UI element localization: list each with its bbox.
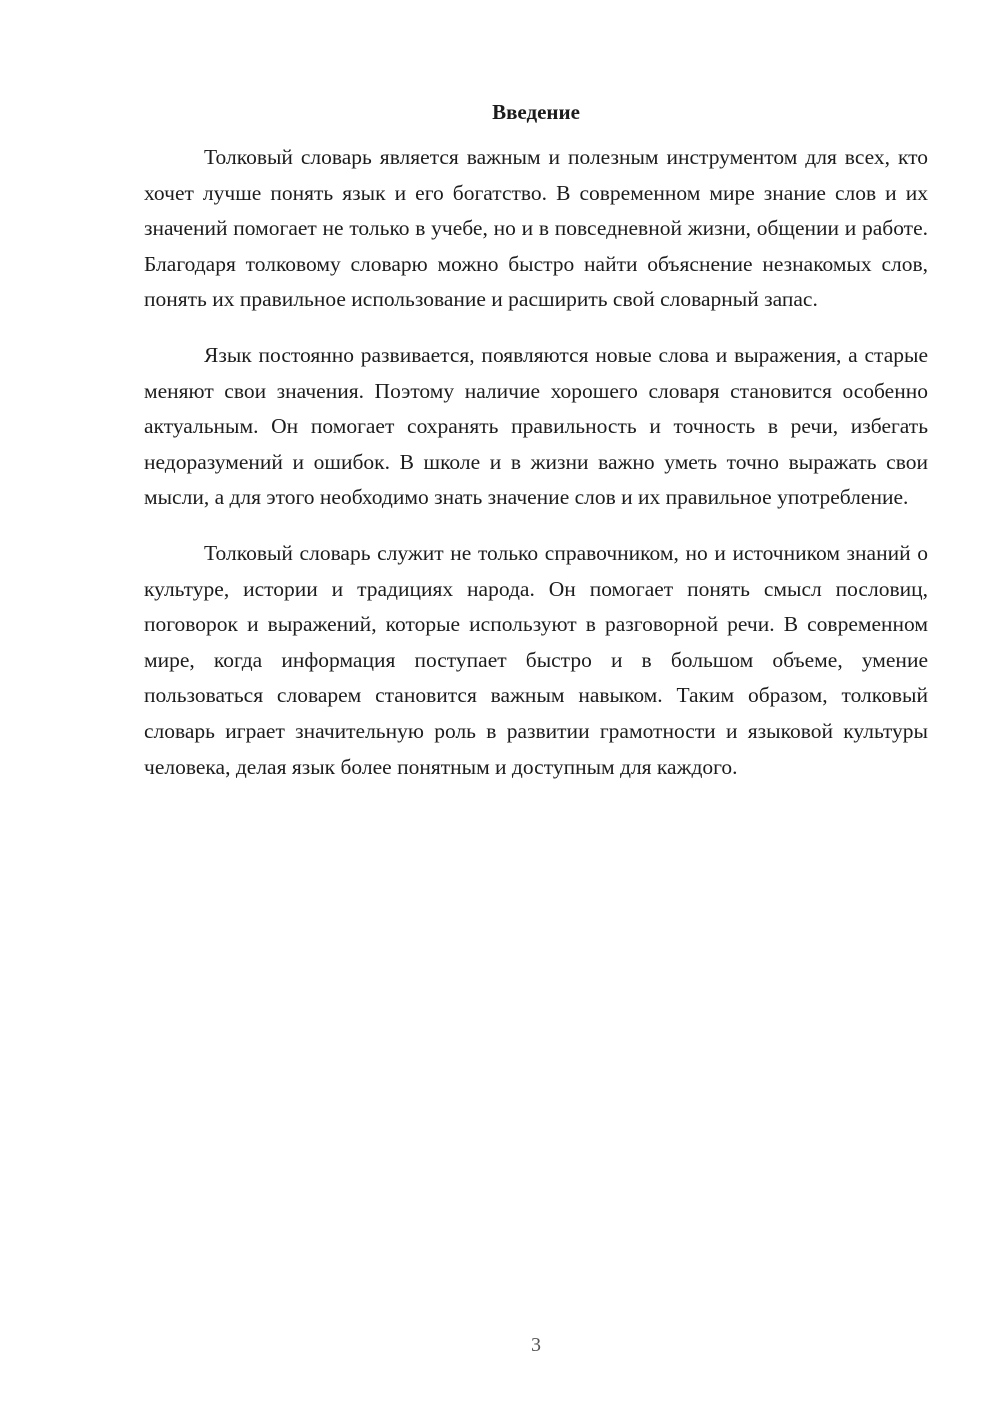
section-title: Введение <box>492 100 580 124</box>
page-content <box>144 96 928 785</box>
paragraph-2: Язык постоянно развивается, появляются новые слова и выражения, а старые меняют свои значения. Поэтому наличие хорошего словаря становится особенно актуальным. Он помогает сохранять правильность и точность в речи, избегать недоразумений и ошибок. В школе и в жизни важно уметь точно выражать свои мысли, а для этого необходимо знать значение слов и их правильное употребление. <box>144 342 928 510</box>
paragraph-3: Толковый словарь служит не только справочником, но и источником знаний о культуре, истории и традициях народа. Он помогает понять смысл пословиц, поговорок и выражений, которые используют в разговорной речи. В современном мире, когда информация поступает быстро и в большом объеме, умение пользоваться словарем становится важным навыком. Таким образом, толковый словарь играет значительную роль в развитии грамотности и языковой культуры человека, делая язык более понятным и доступным для каждого. <box>144 540 928 779</box>
page-number: 3 <box>531 1334 541 1356</box>
paragraph-1: Толковый словарь является важным и полезным инструментом для всех, кто хочет лучше понять язык и его богатство. В современном мире знание слов и их значений помогает не только в учебе, но и в повседневной жизни, общении и работе. Благодаря толковому словарю можно быстро найти объяснение незнакомых слов, понять их правильное использование и расширить свой словарный запас. <box>144 145 928 312</box>
